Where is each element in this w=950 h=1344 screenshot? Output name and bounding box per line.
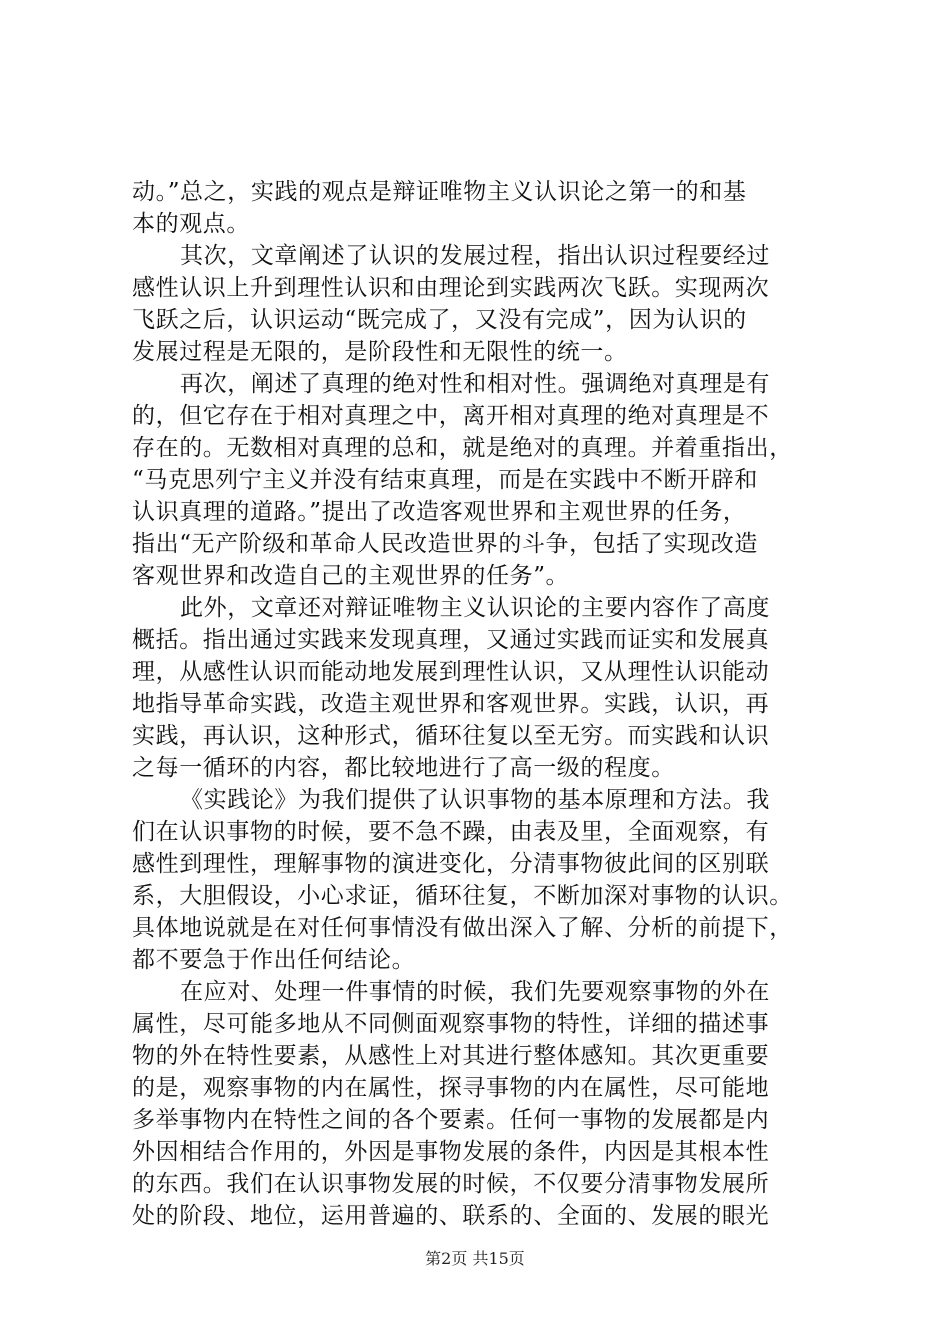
text-line: 之每一循环的内容，都比较地进行了高一级的程度。 [132, 755, 675, 781]
text-line: 们在认识事物的时候，要不急不躁，由表及里，全面观察，有 [132, 819, 770, 845]
text-line: 物的外在特性要素，从感性上对其进行整体感知。其次更重要 [132, 1043, 770, 1069]
text-line: “马克思列宁主义并没有结束真理，而是在实践中不断开辟和 [132, 467, 758, 493]
text-line: 再次，阐述了真理的绝对性和相对性。强调绝对真理是有 [180, 371, 770, 397]
text-line: 地指导革命实践，改造主观世界和客观世界。实践，认识，再 [132, 691, 770, 717]
text-line: 都不要急于作出任何结论。 [132, 947, 416, 973]
text-line: 客观世界和改造自己的主观世界的任务”。 [132, 563, 570, 589]
text-line: 感性认识上升到理性认识和由理论到实践两次飞跃。实现两次 [132, 275, 770, 301]
text-line: 本的观点。 [132, 211, 250, 237]
text-line: 属性，尽可能多地从不同侧面观察事物的特性，详细的描述事 [132, 1011, 770, 1037]
text-line: 处的阶段、地位，运用普遍的、联系的、全面的、发展的眼光 [132, 1203, 770, 1229]
text-line: 在应对、处理一件事情的时候，我们先要观察事物的外在 [180, 979, 770, 1005]
text-line: 此外，文章还对辩证唯物主义认识论的主要内容作了高度 [180, 595, 770, 621]
text-line: 指出“无产阶级和革命人民改造世界的斗争，包括了实现改造 [132, 531, 758, 557]
text-line: 理，从感性认识而能动地发展到理性认识，又从理性认识能动 [132, 659, 770, 685]
text-line: 外因相结合作用的，外因是事物发展的条件，内因是其根本性 [132, 1139, 770, 1165]
body-text [132, 176, 832, 1232]
text-line: 感性到理性，理解事物的演进变化，分清事物彼此间的区别联 [132, 851, 770, 877]
text-line: 存在的。无数相对真理的总和，就是绝对的真理。并着重指出， [132, 435, 793, 461]
text-line: 的是，观察事物的内在属性，探寻事物的内在属性，尽可能地 [132, 1075, 770, 1101]
text-line: 飞跃之后，认识运动“既完成了，又没有完成”，因为认识的 [132, 307, 747, 333]
text-line: 的，但它存在于相对真理之中，离开相对真理的绝对真理是不 [132, 403, 770, 429]
text-line: 实践，再认识，这种形式，循环往复以至无穷。而实践和认识 [132, 723, 770, 749]
text-line: 概括。指出通过实践来发现真理，又通过实践而证实和发展真 [132, 627, 770, 653]
text-line: 《实践论》为我们提供了认识事物的基本原理和方法。我 [180, 787, 770, 813]
text-line: 认识真理的道路。”提出了改造客观世界和主观世界的任务， [132, 499, 747, 525]
text-line: 其次，文章阐述了认识的发展过程，指出认识过程要经过 [180, 243, 770, 269]
text-line: 多举事物内在特性之间的各个要素。任何一事物的发展都是内 [132, 1107, 770, 1133]
text-line: 具体地说就是在对任何事情没有做出深入了解、分析的前提下， [132, 915, 793, 941]
page-number-footer: 第2页 共15页 [425, 1249, 525, 1268]
text-line: 系，大胆假设，小心求证，循环往复，不断加深对事物的认识。 [132, 883, 793, 909]
text-line: 发展过程是无限的，是阶段性和无限性的统一。 [132, 339, 628, 365]
text-line: 的东西。我们在认识事物发展的时候，不仅要分清事物发展所 [132, 1171, 770, 1197]
text-line: 动。”总之，实践的观点是辩证唯物主义认识论之第一的和基 [132, 179, 747, 205]
